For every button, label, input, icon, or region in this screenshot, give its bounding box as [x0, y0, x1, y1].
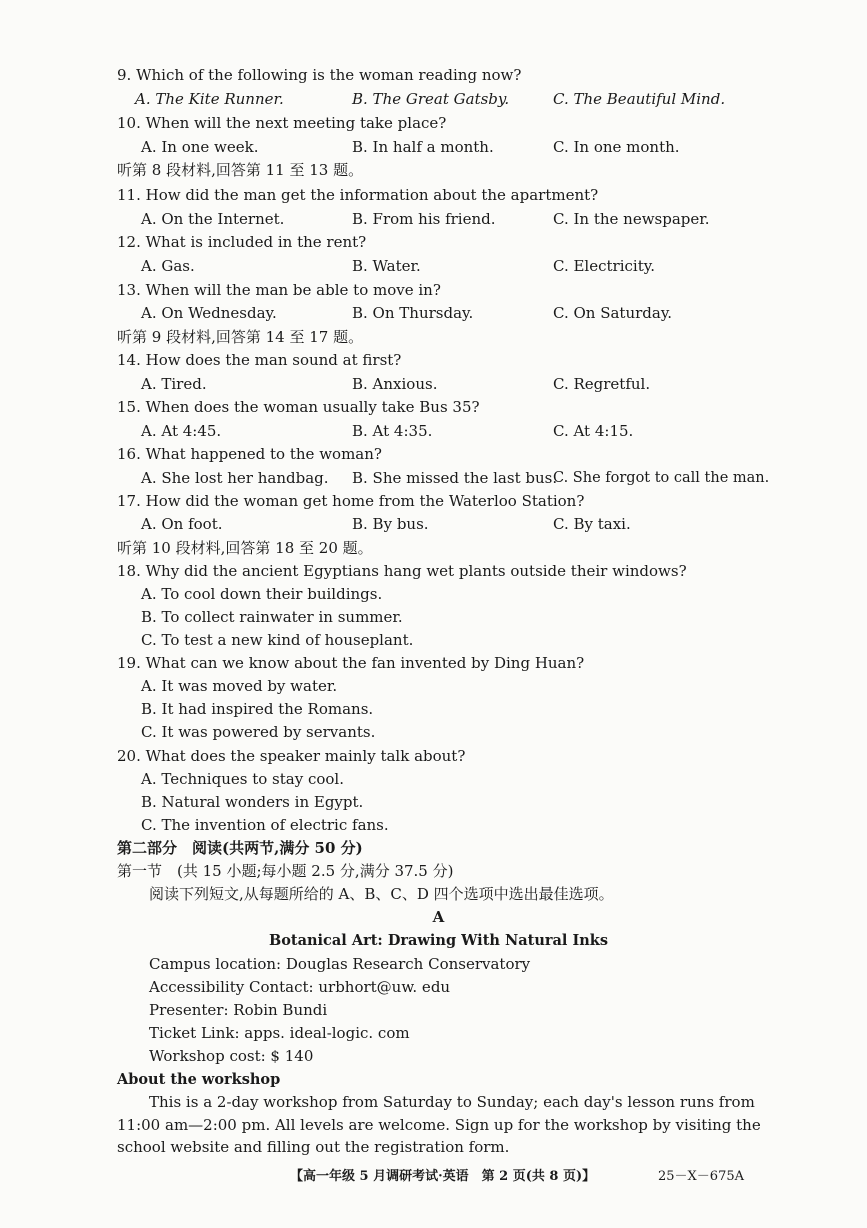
option-10b: B. In half a month.	[352, 138, 494, 156]
info-workshop-cost: Workshop cost: $ 140	[149, 1047, 314, 1065]
about-paragraph: This is a 2-day workshop from Saturday to Sunday; each day's lesson runs from 11:00 am—2:00 pm. All levels are welcome. Sign up for the workshop by visiting the school website and filling out the registration form.	[117, 1093, 761, 1156]
option-19c: C. It was powered by servants.	[141, 723, 376, 741]
option-13a: A. On Wednesday.	[141, 304, 277, 322]
option-9b-text: B. The Great Gatsby.	[352, 90, 510, 108]
option-18c: C. To test a new kind of houseplant.	[141, 631, 414, 649]
option-18a: A. To cool down their buildings.	[141, 585, 383, 603]
option-10c: C. In one month.	[553, 138, 680, 156]
info-presenter: Presenter: Robin Bundi	[149, 1001, 328, 1019]
passage-letter: A	[432, 908, 445, 926]
section-8-heading: 听第 8 段材料,回答第 11 至 13 题。	[117, 161, 364, 179]
option-17c: C. By taxi.	[553, 515, 631, 533]
question-19: 19. What can we know about the fan invented by Ding Huan?	[117, 654, 585, 672]
info-accessibility-contact: Accessibility Contact: urbhort@uw. edu	[149, 978, 451, 996]
question-17: 17. How did the woman get home from the Waterloo Station?	[117, 492, 585, 510]
option-20c: C. The invention of electric fans.	[141, 816, 389, 834]
footer-page-info: 【高一年级 5 月调研考试·英语 第 2 页(共 8 页)】	[290, 1169, 596, 1184]
option-13b: B. On Thursday.	[352, 304, 474, 322]
option-14a: A. Tired.	[141, 375, 207, 393]
option-20b: B. Natural wonders in Egypt.	[141, 793, 364, 811]
option-9b	[352, 89, 509, 109]
option-20a: A. Techniques to stay cool.	[141, 770, 344, 788]
footer-exam-code: 25－X－675A	[658, 1169, 744, 1184]
option-19b: B. It had inspired the Romans.	[141, 700, 374, 718]
question-10: 10. When will the next meeting take place?	[117, 114, 447, 132]
question-11: 11. How did the man get the information about the apartment?	[117, 186, 599, 204]
section-9-heading: 听第 9 段材料,回答第 14 至 17 题。	[117, 328, 364, 346]
question-12: 12. What is included in the rent?	[117, 233, 367, 251]
option-15c: C. At 4:15.	[553, 422, 634, 440]
question-9: 9. Which of the following is the woman reading now?	[117, 66, 522, 84]
option-10a: A. In one week.	[141, 138, 259, 156]
question-13: 13. When will the man be able to move in?	[117, 281, 441, 299]
part-2-heading: 第二部分 阅读(共两节,满分 50 分)	[117, 839, 363, 857]
question-14: 14. How does the man sound at first?	[117, 351, 402, 369]
option-15a: A. At 4:45.	[141, 422, 222, 440]
option-9c	[553, 89, 725, 109]
question-20: 20. What does the speaker mainly talk about?	[117, 747, 466, 765]
question-16: 16. What happened to the woman?	[117, 445, 382, 463]
option-15b: B. At 4:35.	[352, 422, 433, 440]
option-9a	[135, 89, 284, 109]
question-18: 18. Why did the ancient Egyptians hang wet plants outside their windows?	[117, 562, 687, 580]
section-1-heading: 第一节 (共 15 小题;每小题 2.5 分,满分 37.5 分)	[117, 862, 454, 880]
info-campus-location: Campus location: Douglas Research Conservatory	[149, 955, 531, 973]
option-12b: B. Water.	[352, 257, 421, 275]
option-11a: A. On the Internet.	[141, 210, 285, 228]
option-16a: A. She lost her handbag.	[141, 469, 329, 487]
option-9c-text: C. The Beautiful Mind.	[553, 90, 726, 108]
option-16b: B. She missed the last bus.	[352, 469, 558, 487]
info-ticket-link: Ticket Link: apps. ideal-logic. com	[149, 1024, 410, 1042]
option-17a: A. On foot.	[141, 515, 223, 533]
option-12c: C. Electricity.	[553, 257, 655, 275]
option-11c: C. In the newspaper.	[553, 210, 710, 228]
reading-instructions: 阅读下列短文,从每题所给的 A、B、C、D 四个选项中选出最佳选项。	[149, 885, 614, 903]
option-11b: B. From his friend.	[352, 210, 496, 228]
option-13c: C. On Saturday.	[553, 304, 673, 322]
option-9a-text: A. The Kite Runner.	[135, 90, 284, 108]
option-17b: B. By bus.	[352, 515, 429, 533]
option-14c: C. Regretful.	[553, 375, 651, 393]
option-18b: B. To collect rainwater in summer.	[141, 608, 403, 626]
section-10-heading: 听第 10 段材料,回答第 18 至 20 题。	[117, 539, 373, 557]
about-heading: About the workshop	[117, 1071, 281, 1088]
question-15: 15. When does the woman usually take Bus 35?	[117, 398, 480, 416]
option-19a: A. It was moved by water.	[141, 677, 338, 695]
option-12a: A. Gas.	[141, 257, 195, 275]
option-14b: B. Anxious.	[352, 375, 438, 393]
option-16c: C. She forgot to call the man.	[553, 470, 770, 486]
passage-title: Botanical Art: Drawing With Natural Inks	[268, 932, 608, 949]
